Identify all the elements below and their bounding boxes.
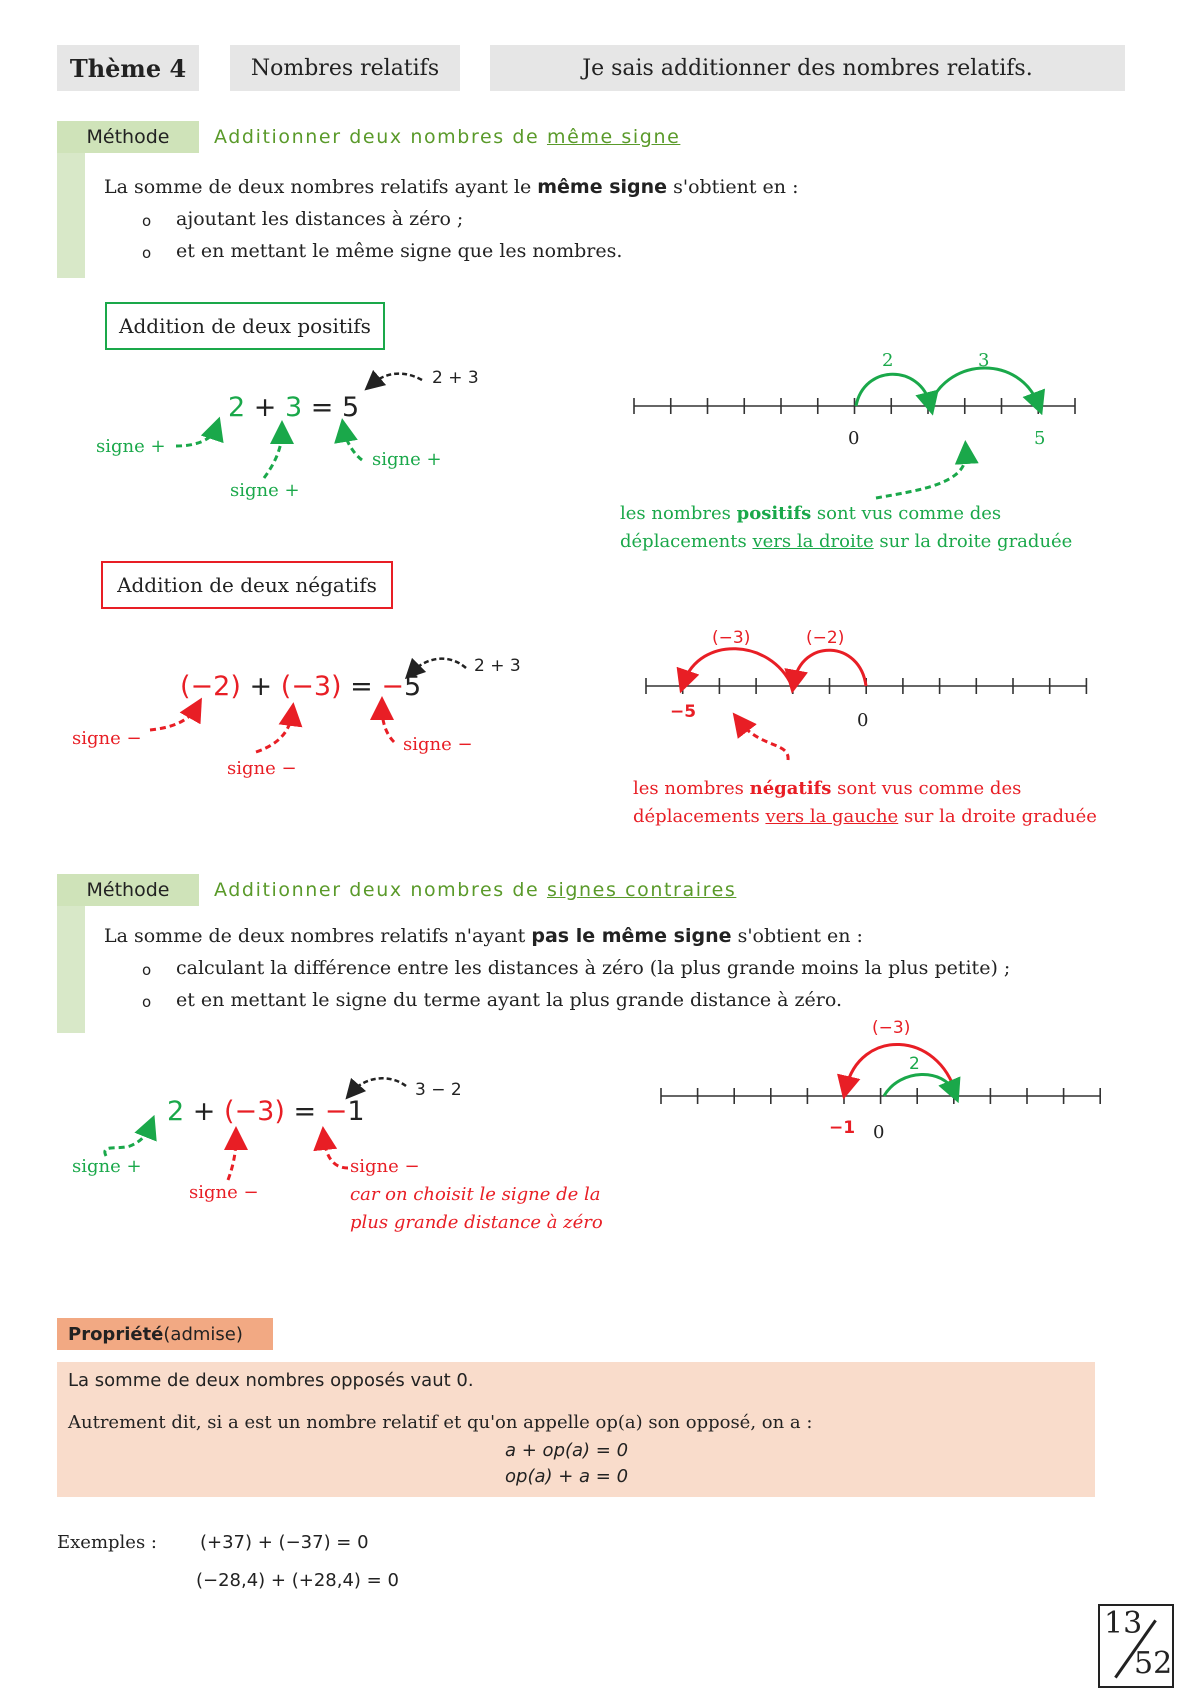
positive-calc-arrow <box>372 374 422 384</box>
positive-arc-2 <box>930 368 1038 404</box>
positive-equation: 2 + 3 = 5 <box>228 392 360 423</box>
positive-arc-1 <box>856 374 930 406</box>
method1-bullet-2: o <box>142 244 152 262</box>
method2-item-2: et en mettant le signe du terme ayant la plus grande distance à zéro. <box>176 989 843 1011</box>
method1-item-2: et en mettant le même signe que les nombres. <box>176 240 623 262</box>
method1-tag: Méthode <box>57 121 199 153</box>
mixed-zero-label: 0 <box>873 1122 885 1143</box>
positive-arc-label-2: 3 <box>978 350 990 371</box>
mixed-sign-arrow-3 <box>324 1138 348 1168</box>
mixed-arc-green <box>884 1074 954 1096</box>
negative-arc-1 <box>684 649 792 686</box>
mixed-sign-arrow-1 <box>105 1126 150 1156</box>
negative-note-line-1: les nombres négatifs sont vus comme des <box>633 778 1022 799</box>
method1-item-1: ajoutant les distances à zéro ; <box>176 208 464 230</box>
method2-item-1: calculant la différence entre les distances à zéro (la plus grande moins la plus petite) ; <box>176 957 1011 979</box>
mixed-sign-1: signe + <box>72 1156 142 1177</box>
mixed-sign-2: signe − <box>189 1182 259 1203</box>
positive-sign-arrow-3 <box>344 430 362 460</box>
property-eq-1: a + op(a) = 0 <box>505 1440 629 1461</box>
mixed-arc-label-green: 2 <box>909 1054 920 1074</box>
method2-bullet-2: o <box>142 993 152 1011</box>
page-total: 52 <box>1134 1646 1173 1681</box>
negative-sign-arrow-2 <box>256 714 292 752</box>
positive-sign-arrow-2 <box>264 432 282 478</box>
theme-label: Thème 4 <box>57 45 199 91</box>
method1-title: Additionner deux nombres de même signe <box>214 126 681 148</box>
negative-arc-label-1: (−3) <box>712 628 751 648</box>
negative-arc-label-2: (−2) <box>806 628 845 648</box>
positive-sign-1: signe + <box>96 436 166 457</box>
negative-sign-arrow-3 <box>382 708 394 742</box>
negative-equation: (−2) + (−3) = −5 <box>180 671 422 702</box>
method2-intro: La somme de deux nombres relatifs n'ayant pas le même signe s'obtient en : <box>104 925 863 947</box>
positive-note-line-1: les nombres positifs sont vus comme des <box>620 503 1002 524</box>
examples-label: Exemples : <box>57 1532 157 1553</box>
page-number: 13 <box>1104 1606 1143 1641</box>
negative-sign-arrow-1 <box>150 708 196 730</box>
mixed-calc-arrow <box>352 1078 406 1092</box>
mixed-sign-arrow-2 <box>228 1138 236 1180</box>
mixed-minus1-label: −1 <box>829 1118 856 1138</box>
mixed-sign-3: signe − <box>350 1156 420 1177</box>
method1-intro: La somme de deux nombres relatifs ayant le même signe s'obtient en : <box>104 176 799 198</box>
chapter-label: Nombres relatifs <box>230 45 460 91</box>
mixed-arc-label-red: (−3) <box>872 1018 911 1038</box>
property-eq-2: op(a) + a = 0 <box>505 1466 629 1487</box>
positive-box: Addition de deux positifs <box>105 302 385 350</box>
method2-title: Additionner deux nombres de signes contraires <box>214 879 737 901</box>
objective-label: Je sais additionner des nombres relatifs. <box>490 45 1125 91</box>
negative-sign-3: signe − <box>403 734 473 755</box>
mixed-note-line-2: plus grande distance à zéro <box>350 1212 603 1233</box>
negative-sign-2: signe − <box>227 758 297 779</box>
negative-note-arrow <box>740 722 788 760</box>
negative-box: Addition de deux négatifs <box>101 561 393 609</box>
positive-number-line <box>634 398 1075 414</box>
method2-bullet-1: o <box>142 961 152 979</box>
method1-bullet-1: o <box>142 212 152 230</box>
positive-sign-3: signe + <box>372 449 442 470</box>
negative-sign-1: signe − <box>72 728 142 749</box>
positive-sign-arrow-1 <box>176 428 216 446</box>
property-line-1: La somme de deux nombres opposés vaut 0. <box>68 1370 474 1391</box>
positive-sign-2: signe + <box>230 480 300 501</box>
positive-note-arrow <box>876 452 966 498</box>
mixed-arc-red <box>846 1044 956 1094</box>
property-line-2: Autrement dit, si a est un nombre relatif et qu'on appelle op(a) son opposé, on a : <box>68 1412 813 1433</box>
mixed-equation: 2 + (−3) = −1 <box>167 1096 365 1127</box>
negative-calc-arrow <box>412 659 466 672</box>
mixed-note-line-1: car on choisit le signe de la <box>350 1184 601 1205</box>
negative-calc: 2 + 3 <box>474 656 521 676</box>
positive-note-line-2: déplacements vers la droite sur la droite graduée <box>620 531 1073 552</box>
positive-zero-label: 0 <box>848 428 860 449</box>
example-2: (−28,4) + (+28,4) = 0 <box>196 1570 399 1591</box>
method2-tag: Méthode <box>57 874 199 906</box>
positive-calc: 2 + 3 <box>432 368 479 388</box>
positive-arc-label-1: 2 <box>882 350 894 371</box>
negative-minus5-label: −5 <box>670 702 697 722</box>
mixed-number-line <box>661 1088 1100 1104</box>
negative-zero-label: 0 <box>857 710 869 731</box>
property-tag: Propriété (admise) <box>57 1318 273 1350</box>
negative-note-line-2: déplacements vers la gauche sur la droite graduée <box>633 806 1097 827</box>
mixed-calc: 3 − 2 <box>415 1080 462 1100</box>
example-1: (+37) + (−37) = 0 <box>200 1532 369 1553</box>
positive-five-label: 5 <box>1034 428 1046 449</box>
